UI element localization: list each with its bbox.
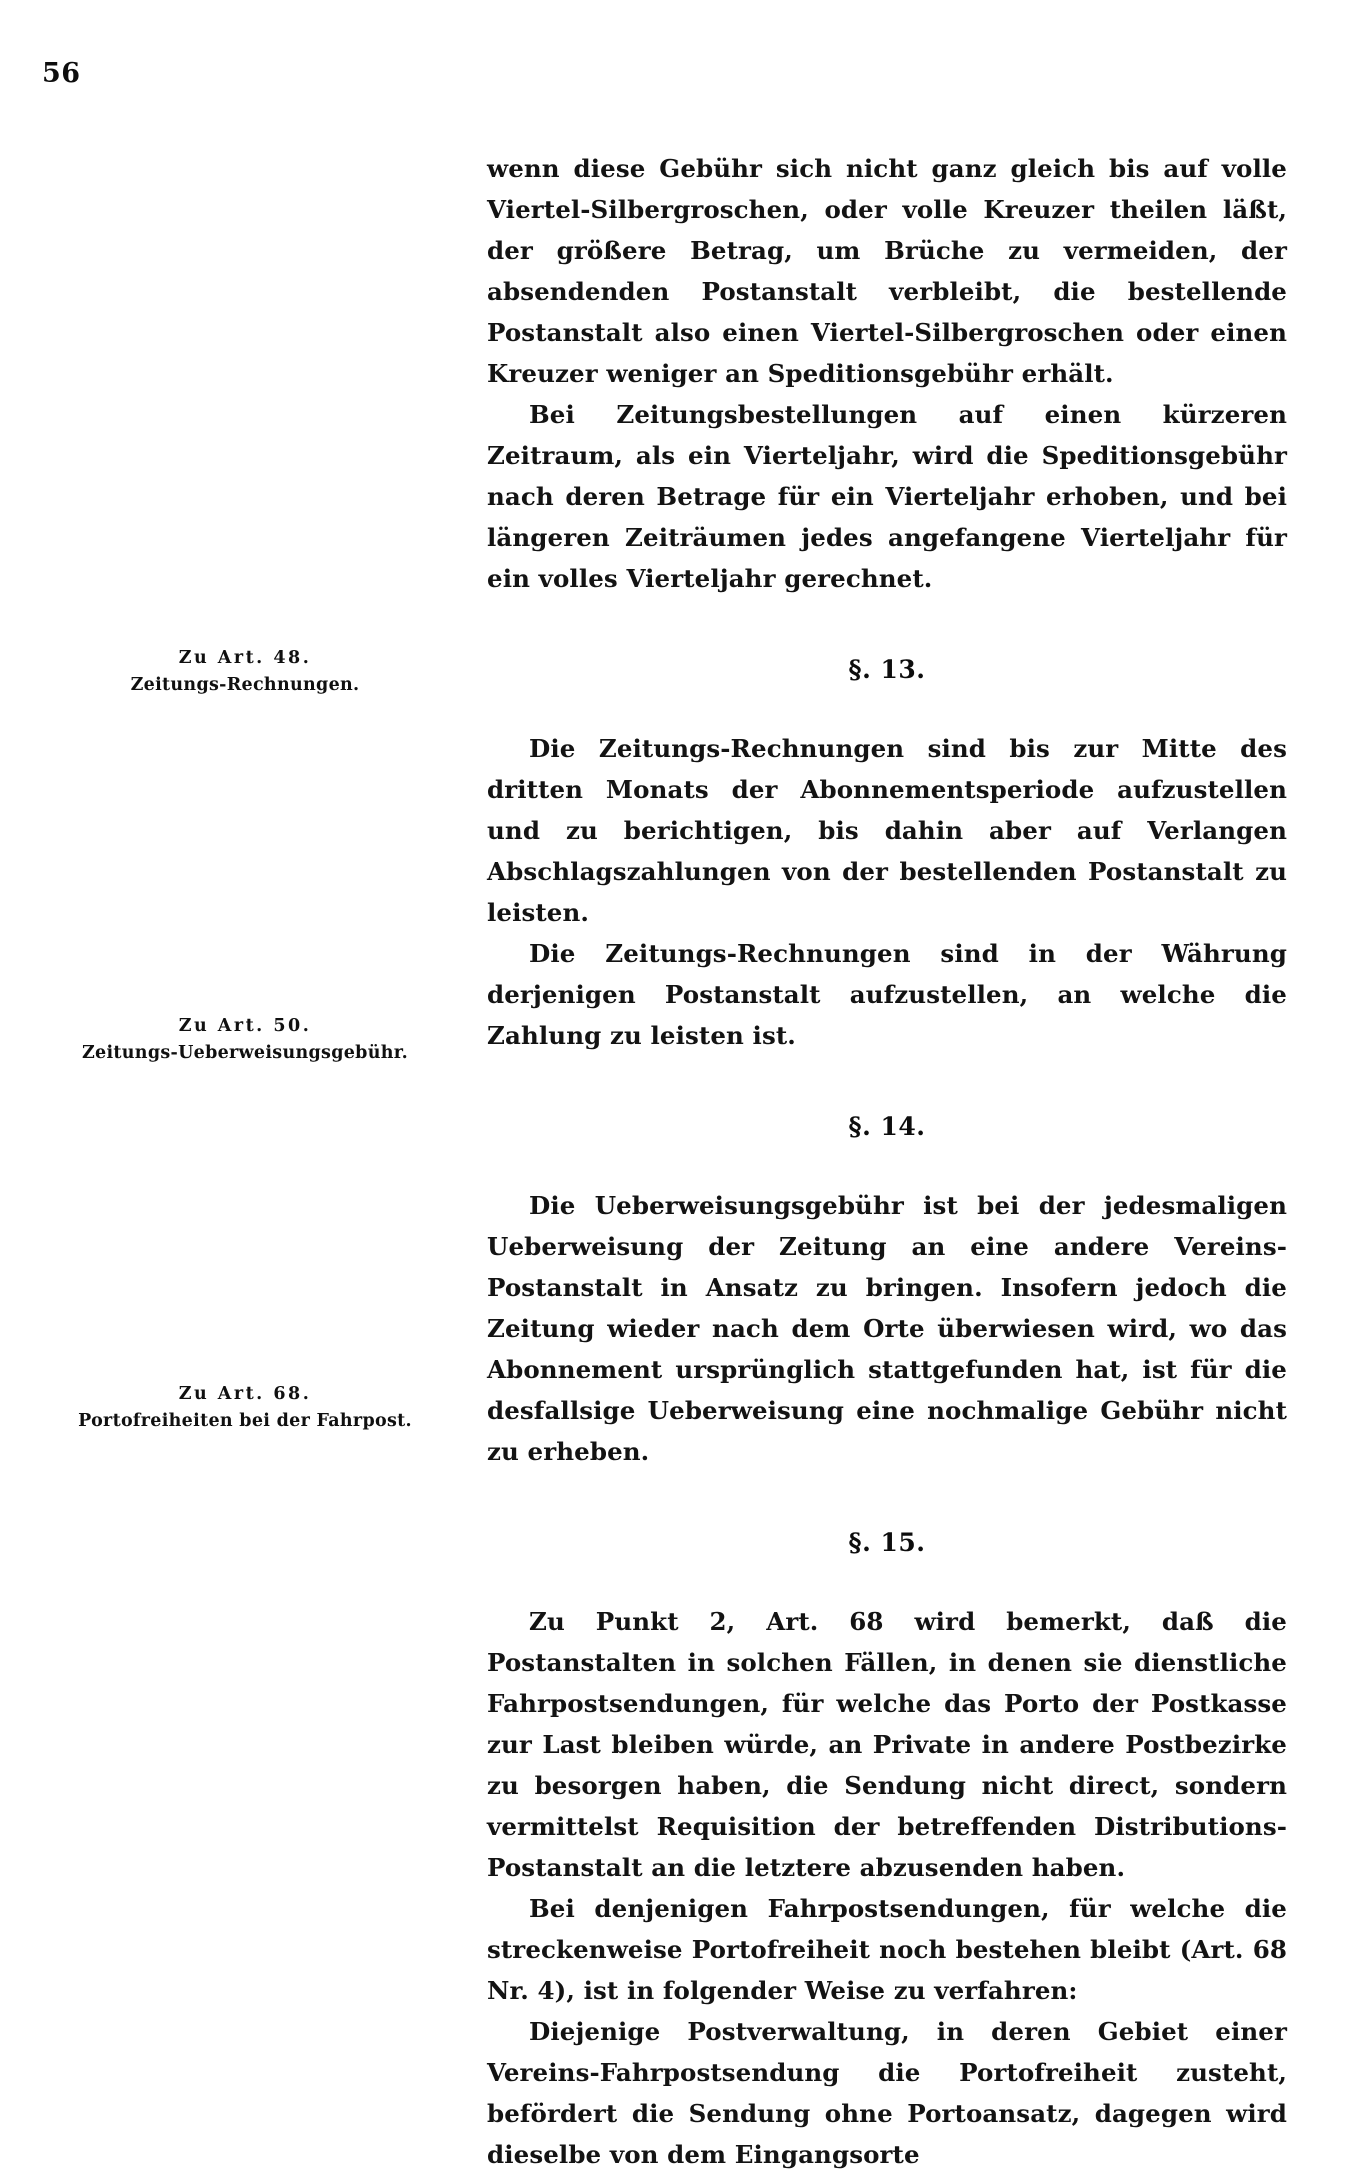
paragraph-continuation: wenn diese Gebühr sich nicht ganz gleich bis auf volle Viertel-Silbergroschen, oder volle Kreuzer theilen läßt, der größere Betrag, um Brüche zu vermeiden, der absendenden Postanstalt verbleibt, die bestellende Postanstalt also einen Viertel-Silbergroschen oder einen Kreuzer weniger an Speditionsgebühr erhält. (487, 154, 1287, 388)
marginal-note-line-2: Zeitungs-Ueberweisungsgebühr. (81, 1043, 409, 1063)
paragraph-s14-1: Die Ueberweisungsgebühr ist bei der jedesmaligen Ueberweisung der Zeitung an eine andere Vereins-Postanstalt in Ansatz zu bringen. Insofern jedoch die Zeitung wieder nach dem Orte überwiesen wird, wo das Abonnement ursprünglich stattgefunden hat, ist für die desfallsige Ueberweisung eine nochmalige Gebühr nicht zu erheben. (487, 1191, 1287, 1466)
section-heading-14: §. 14. (848, 1112, 926, 1141)
section-heading-15: §. 15. (848, 1528, 926, 1557)
paragraph-s15-3: Diejenige Postverwaltung, in deren Gebiet einer Vereins-Fahrpostsendung die Portofreiheit zusteht, befördert die Sendung ohne Portoansatz, dagegen wird dieselbe von dem Eingangsorte (487, 2017, 1287, 2169)
page-number: 56 (42, 58, 81, 89)
marginal-note-line-2: Zeitungs-Rechnungen. (130, 675, 360, 695)
paragraph-zeitungsbestellungen: Bei Zeitungsbestellungen auf einen kürzeren Zeitraum, als ein Vierteljahr, wird die Speditionsgebühr nach deren Betrage für ein Vierteljahr erhoben, und bei längeren Zeiträumen jedes angefangene Vierteljahr für ein volles Vierteljahr gerechnet. (487, 400, 1287, 593)
body-text-column (487, 148, 1287, 2175)
marginal-note-line-1: Zu Art. 50. (178, 1016, 312, 1036)
marginal-note-line-1: Zu Art. 68. (178, 1384, 312, 1404)
marginal-note-zu-art-50 (20, 1013, 470, 1067)
paragraph-s13-2: Die Zeitungs-Rechnungen sind in der Währung derjenigen Postanstalt aufzustellen, an welche die Zahlung zu leisten ist. (487, 939, 1287, 1050)
marginal-note-line-2: Portofreiheiten bei der Fahrpost. (78, 1411, 412, 1431)
section-heading-13: §. 13. (848, 655, 926, 684)
marginal-note-line-1: Zu Art. 48. (178, 648, 312, 668)
paragraph-s15-1: Zu Punkt 2, Art. 68 wird bemerkt, daß die Postanstalten in solchen Fällen, in denen sie dienstliche Fahrpostsendungen, für welche das Porto der Postkasse zur Last bleiben würde, an Private in andere Postbezirke zu besorgen haben, die Sendung nicht direct, sondern vermittelst Requisition der betreffenden Distributions-Postanstalt an die letztere abzusenden haben. (487, 1607, 1287, 1882)
marginal-note-zu-art-68 (20, 1381, 470, 1435)
paragraph-s13-1: Die Zeitungs-Rechnungen sind bis zur Mitte des dritten Monats der Abonnementsperiode aufzustellen und zu berichtigen, bis dahin aber auf Verlangen Abschlagszahlungen von der bestellenden Postanstalt zu leisten. (487, 734, 1287, 927)
paragraph-s15-2: Bei denjenigen Fahrpostsendungen, für welche die streckenweise Portofreiheit noch bestehen bleibt (Art. 68 Nr. 4), ist in folgender Weise zu verfahren: (487, 1894, 1287, 2005)
marginal-note-zu-art-48 (30, 645, 460, 699)
